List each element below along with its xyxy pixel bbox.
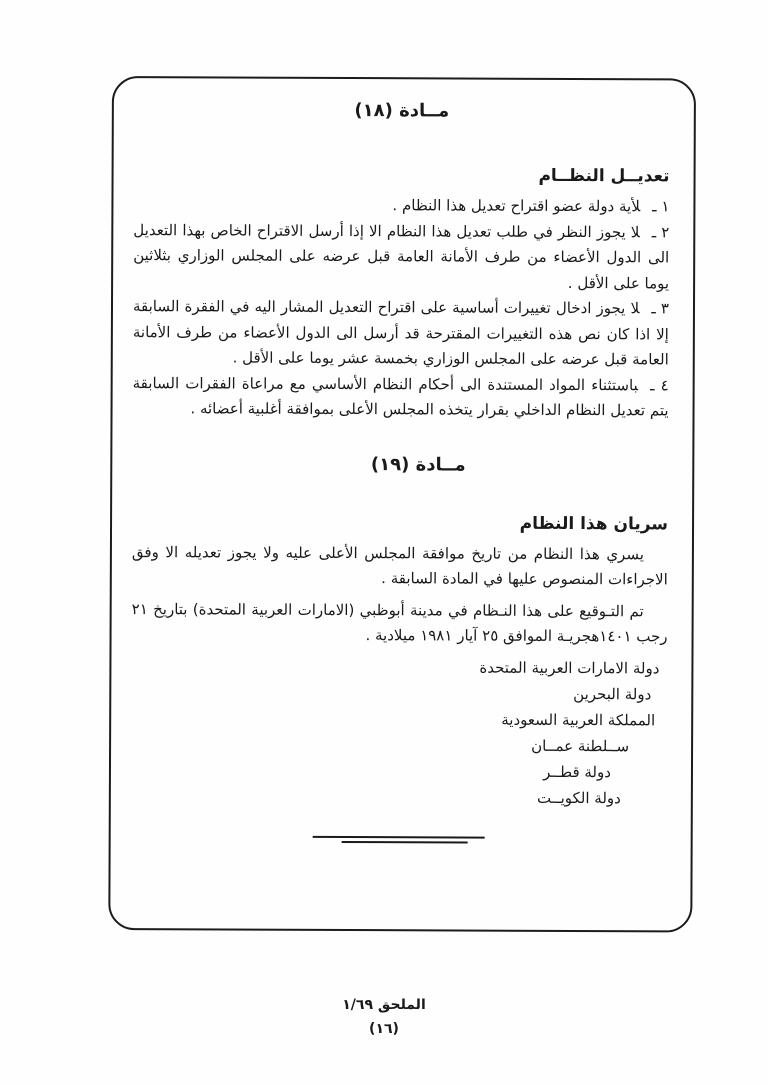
article-18-clauses bbox=[132, 192, 669, 424]
signatory-qatar: دولة قطــر bbox=[543, 762, 612, 781]
clause-1-text: لأية دولة عضو اقتراح تعديل هذا النظام . bbox=[392, 196, 641, 216]
clause-3-text: لا يجوز ادخال تغييرات أساسية على اقتراح التعديل المشار اليه في الفقرة السابقة إلا اذا كان نص هذه التغييرات المقترحة قد أرسل الى الدول الأعضاء من طرف الأمانة العامة قبل عرضه على المجلس الوزاري بخمسة عشر يوما على الأقل . bbox=[132, 297, 669, 369]
signatory-kuwait: دولة الكويــت bbox=[537, 788, 621, 807]
signing-paragraph: تم التـوقيع على هذا النـظام في مدينة أبوظبي (الامارات العربية المتحدة) بتاريخ ٢١ رجب ١٤٠١هجريـة الموافق ٢٥ آيار ١٩٨١ ميلادية . bbox=[131, 599, 668, 646]
signatories-list bbox=[131, 653, 668, 811]
clause-3-number: ٣ ـ bbox=[651, 299, 670, 318]
divider-line-bottom bbox=[342, 841, 468, 844]
annex-label: الملحق ١/٦٩ bbox=[342, 997, 426, 1013]
signatory-uae: دولة الامارات العربية المتحدة bbox=[479, 658, 660, 677]
clause-1-number: ١ ـ bbox=[652, 197, 670, 216]
clause-4-text: باستثناء المواد المستندة الى أحكام النظام الأساسي مع مراعاة الفقرات السابقة يتم تعديل النظام الداخلي بقرار يتخذه المجلس الأعلى بموافقة أغلبية أعضائه . bbox=[132, 373, 669, 420]
clause-1 bbox=[133, 192, 669, 220]
divider-line-top bbox=[313, 835, 485, 838]
clause-4-number: ٤ ـ bbox=[650, 375, 669, 394]
article-19-title: مــادة (١٩) bbox=[370, 453, 466, 476]
clause-2-text: لا يجوز النظر في طلب تعديل هذا النظام الا إذا أرسل الاقتراح الخاص بهذا التعديل الى الدول الأعضاء من طرف الأمانة العامة قبل عرضه على المجلس الوزاري بثلاثين يوما على الأقل . bbox=[133, 220, 670, 292]
signature-divider bbox=[131, 835, 667, 844]
clause-2 bbox=[133, 218, 669, 297]
article-18-title: مــادة (١٨) bbox=[354, 100, 450, 122]
article-18-section-heading: تعديــل النظــام bbox=[538, 165, 670, 187]
page-footer bbox=[0, 995, 768, 1039]
clause-4 bbox=[132, 371, 668, 424]
validity-paragraph: يسري هذا النظام من تاريخ موافقة المجلس الأعلى عليه ولا يجوز تعديله الا وفق الاجراءات المنصوص عليها في المادة السابقة . bbox=[131, 542, 668, 589]
clause-3 bbox=[133, 294, 669, 373]
article-19-section-heading: سريان هذا النظام bbox=[519, 513, 669, 534]
page-number: (١٦) bbox=[369, 1021, 399, 1037]
clause-2-number: ٢ ـ bbox=[651, 222, 670, 241]
document-border-frame bbox=[108, 76, 696, 933]
signatory-saudi: المملكة العربية السعودية bbox=[501, 710, 656, 729]
signatory-bahrain: دولة البحرين bbox=[573, 684, 652, 703]
signatory-oman: ســلطنة عمــان bbox=[531, 736, 630, 755]
